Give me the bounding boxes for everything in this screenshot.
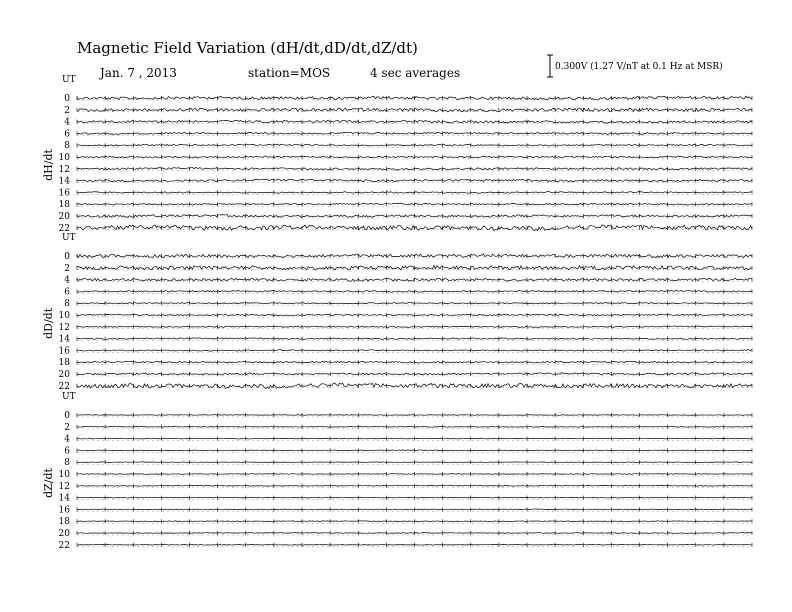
row-label: 20 — [58, 529, 70, 539]
row-label: 12 — [58, 481, 70, 492]
trace-row — [59, 311, 752, 321]
row-label: 22 — [58, 540, 70, 551]
panel-label: dH/dt — [42, 149, 55, 181]
row-label: 8 — [64, 141, 70, 152]
trace-row — [59, 346, 752, 356]
row-label: 20 — [58, 370, 70, 380]
trace-line — [77, 485, 752, 486]
trace-row — [64, 264, 752, 274]
trace-row — [64, 129, 752, 139]
trace-row — [59, 212, 752, 222]
row-label: 22 — [58, 381, 70, 392]
trace-row — [64, 287, 752, 297]
row-label: 20 — [58, 212, 70, 222]
row-label: 4 — [64, 117, 70, 128]
trace-line — [77, 509, 752, 510]
trace-row — [64, 118, 752, 128]
trace-row — [59, 165, 752, 175]
averaging-label: 4 sec averages — [370, 66, 461, 80]
row-label: 22 — [58, 223, 70, 234]
panel-dH-dt — [42, 75, 752, 234]
panel-label: dD/dt — [42, 307, 55, 339]
row-label: 14 — [58, 493, 70, 504]
trace-line — [77, 533, 752, 534]
scale-label: 0.300V (1.27 V/nT at 0.1 Hz at MSR) — [555, 62, 723, 72]
row-label: 18 — [58, 517, 70, 528]
trace-line — [77, 438, 752, 439]
row-label: 0 — [64, 411, 70, 421]
row-label: 10 — [58, 311, 70, 321]
trace-row — [64, 446, 752, 456]
trace-row — [59, 370, 752, 380]
chart-title: Magnetic Field Variation (dH/dt,dD/dt,dZ/dt) — [77, 39, 418, 57]
trace-row — [59, 517, 752, 527]
panel-dD-dt — [42, 233, 752, 392]
row-label: 0 — [64, 94, 70, 104]
trace-row — [59, 177, 752, 187]
trace-row — [59, 200, 752, 210]
trace-row — [64, 252, 752, 262]
trace-row — [64, 299, 752, 309]
row-label: 6 — [64, 129, 70, 140]
trace-row — [59, 224, 752, 234]
trace-row — [59, 541, 752, 551]
ut-label: UT — [62, 233, 76, 243]
row-label: 18 — [58, 200, 70, 211]
trace-row — [59, 358, 752, 368]
date-label: Jan. 7 , 2013 — [100, 66, 177, 80]
row-label: 6 — [64, 287, 70, 298]
ut-label: UT — [62, 392, 76, 402]
row-label: 4 — [64, 275, 70, 286]
row-label: 0 — [64, 252, 70, 262]
row-label: 12 — [58, 322, 70, 333]
panel-dZ-dt — [42, 392, 752, 551]
trace-row — [64, 411, 752, 421]
row-label: 6 — [64, 446, 70, 457]
row-label: 16 — [58, 188, 70, 199]
trace-row — [59, 494, 752, 504]
row-label: 10 — [58, 470, 70, 480]
trace-row — [59, 482, 752, 492]
row-label: 18 — [58, 358, 70, 369]
scale-indicator — [547, 55, 723, 77]
trace-row — [59, 323, 752, 333]
station-label: station=MOS — [248, 66, 331, 80]
trace-row — [59, 505, 752, 515]
trace-row — [59, 188, 752, 198]
panel-label: dZ/dt — [42, 468, 55, 498]
trace-row — [64, 276, 752, 286]
row-label: 4 — [64, 434, 70, 445]
row-label: 14 — [58, 176, 70, 187]
trace-row — [64, 141, 752, 151]
trace-row — [64, 423, 752, 433]
row-label: 8 — [64, 458, 70, 469]
row-label: 14 — [58, 334, 70, 345]
trace-row — [64, 458, 752, 468]
trace-row — [59, 153, 752, 163]
row-label: 16 — [58, 505, 70, 516]
trace-row — [64, 106, 752, 116]
trace-row — [64, 94, 752, 104]
trace-line — [77, 521, 752, 522]
row-label: 2 — [64, 105, 70, 116]
trace-row — [59, 470, 752, 480]
trace-row — [59, 529, 752, 539]
row-label: 10 — [58, 153, 70, 163]
row-label: 12 — [58, 164, 70, 175]
row-label: 2 — [64, 422, 70, 433]
trace-row — [59, 335, 752, 345]
row-label: 2 — [64, 263, 70, 274]
ut-label: UT — [62, 75, 76, 85]
panels-group — [42, 75, 752, 551]
row-label: 8 — [64, 299, 70, 310]
row-label: 16 — [58, 346, 70, 357]
trace-row — [64, 435, 752, 445]
trace-row — [59, 382, 752, 392]
